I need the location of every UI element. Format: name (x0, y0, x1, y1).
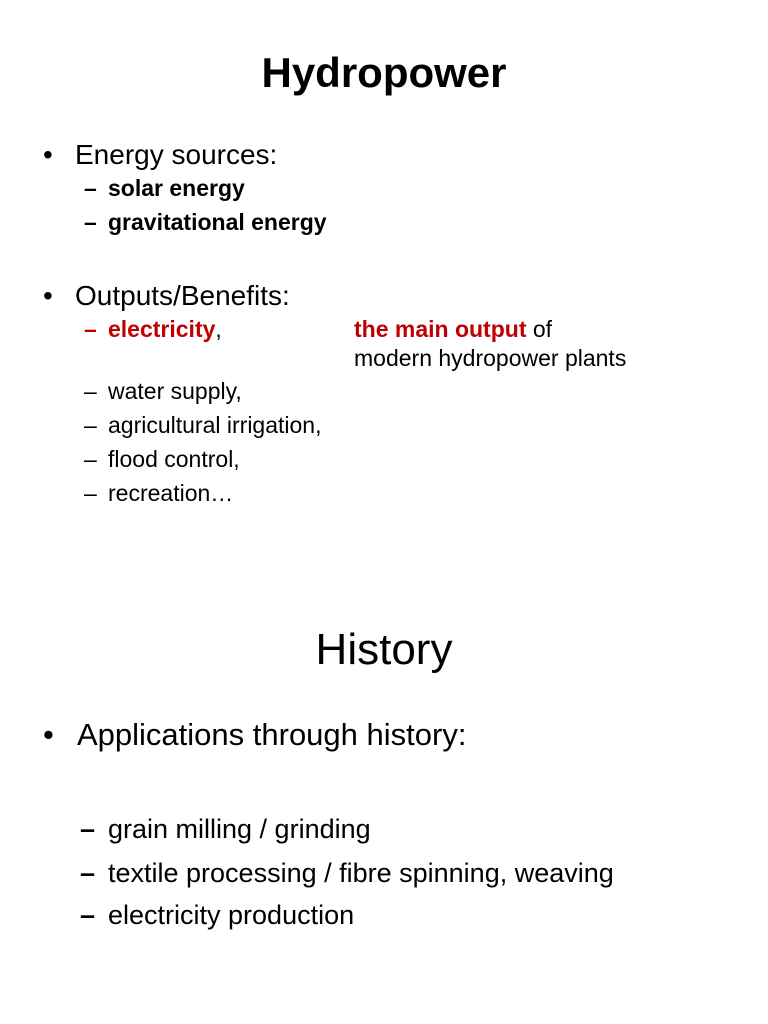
sub-bullet-text: electricity production (108, 900, 355, 930)
dash-icon: – (84, 480, 97, 506)
dash-icon: – (80, 858, 96, 888)
dash-icon: – (84, 412, 97, 438)
sub-bullet-text: textile processing / fibre spinning, weaving (108, 858, 614, 888)
dash-icon: – (80, 814, 96, 844)
slide-title-history: History (315, 625, 453, 674)
bullet-text: Applications through history: (77, 717, 467, 752)
electricity-comma: , (215, 316, 222, 342)
bullet-dot-icon: • (43, 139, 53, 170)
dash-icon: – (84, 446, 97, 472)
sub-bullet-text: grain milling / grinding (108, 814, 371, 844)
sub-bullet-text: recreation… (108, 480, 234, 506)
dash-icon: – (84, 378, 97, 404)
bullet-text: Outputs/Benefits: (75, 280, 290, 311)
sub-bullet-text: gravitational energy (108, 209, 327, 235)
sub-bullet-text: water supply, (108, 378, 242, 404)
dash-icon: – (80, 900, 96, 930)
bullet-dot-icon: • (43, 280, 53, 311)
sub-bullet-text (108, 314, 222, 344)
bullet-dot-icon: • (43, 717, 54, 752)
dash-icon: – (84, 209, 97, 235)
note-highlight: the main output (354, 316, 527, 342)
slide-title-hydropower: Hydropower (261, 49, 507, 96)
bullet-text: Energy sources: (75, 139, 278, 170)
note-rest: of (526, 316, 553, 342)
sub-bullet-text: flood control, (108, 446, 240, 472)
sub-bullet-text: solar energy (108, 175, 245, 201)
main-output-note (354, 314, 552, 344)
dash-icon: – (84, 316, 97, 342)
sub-bullet-text: agricultural irrigation, (108, 412, 322, 438)
dash-icon: – (84, 175, 97, 201)
main-output-note-line2: modern hydropower plants (354, 345, 627, 371)
electricity-label: electricity (108, 316, 216, 342)
